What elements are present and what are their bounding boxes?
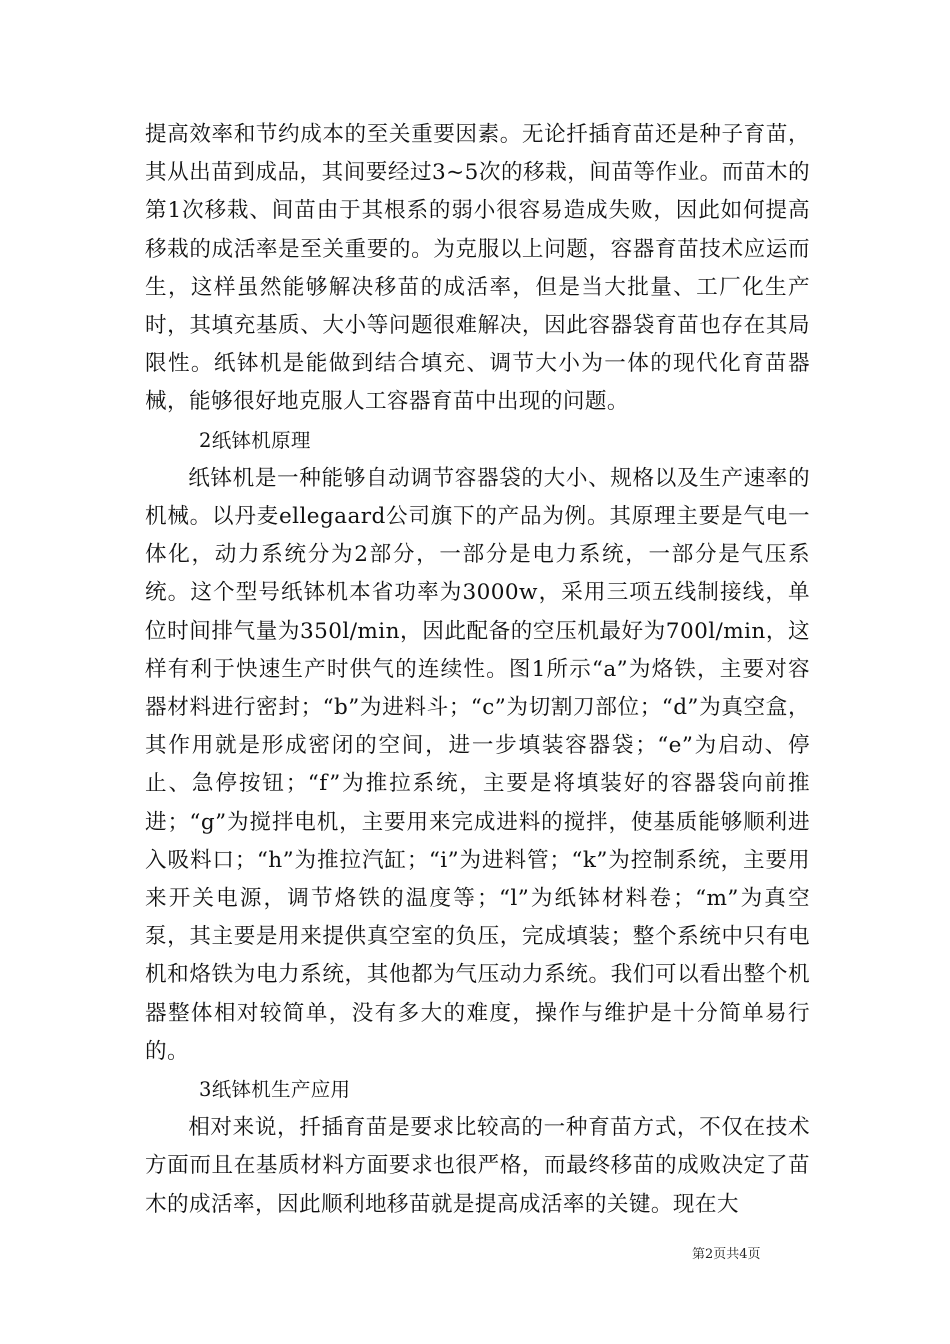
document-body (145, 116, 810, 1224)
section-heading-application: 3纸钵机生产应用 (199, 1078, 351, 1102)
paragraph-principle: 纸钵机是一种能够自动调节容器袋的大小、规格以及生产速率的机械。以丹麦ellegaard公司旗下的产品为例。其原理主要是气电一体化，动力系统分为2部分，一部分是电力系统，一部分是气压系统。这个型号纸钵机本省功率为3000w，采用三项五线制接线，单位时间排气量为350l/min，因此配备的空压机最好为700l/min，这样有利于快速生产时供气的连续性。图1所示“a”为烙铁，主要对容器材料进行密封；“b”为进料斗；“c”为切割刀部位；“d”为真空盒，其作用就是形成密闭的空间，进一步填装容器袋；“e”为启动、停止、急停按钮；“f”为推拉系统，主要是将填装好的容器袋向前推进；“g”为搅拌电机，主要用来完成进料的搅拌，使基质能够顺利进入吸料口；“h”为推拉汽缸；“i”为进料管；“k”为控制系统，主要用来开关电源，调节烙铁的温度等；“l”为纸钵材料卷；“m”为真空泵，其主要是用来提供真空室的负压，完成填装；整个系统中只有电机和烙铁为电力系统，其他都为气压动力系统。我们可以看出整个机器整体相对较简单，没有多大的难度，操作与维护是十分简单易行的。 (145, 465, 810, 1064)
page-number-footer: 第2页共4页 (692, 1247, 761, 1262)
paragraph-intro-continued: 提高效率和节约成本的至关重要因素。无论扦插育苗还是种子育苗，其从出苗到成品，其间要经过3~5次的移栽，间苗等作业。而苗木的第1次移栽、间苗由于其根系的弱小很容易造成失败，因此如何提高移栽的成活率是至关重要的。为克服以上问题，容器育苗技术应运而生，这样虽然能够解决移苗的成活率，但是当大批量、工厂化生产时，其填充基质、大小等问题很难解决，因此容器袋育苗也存在其局限性。纸钵机是能做到结合填充、调节大小为一体的现代化育苗器械，能够很好地克服人工容器育苗中出现的问题。 (145, 122, 810, 415)
paragraph-application: 相对来说，扦插育苗是要求比较高的一种育苗方式，不仅在技术方面而且在基质材料方面要求也很严格，而最终移苗的成败决定了苗木的成活率，因此顺利地移苗就是提高成活率的关键。现在大 (145, 1115, 810, 1217)
section-heading-principle: 2纸钵机原理 (199, 428, 311, 452)
